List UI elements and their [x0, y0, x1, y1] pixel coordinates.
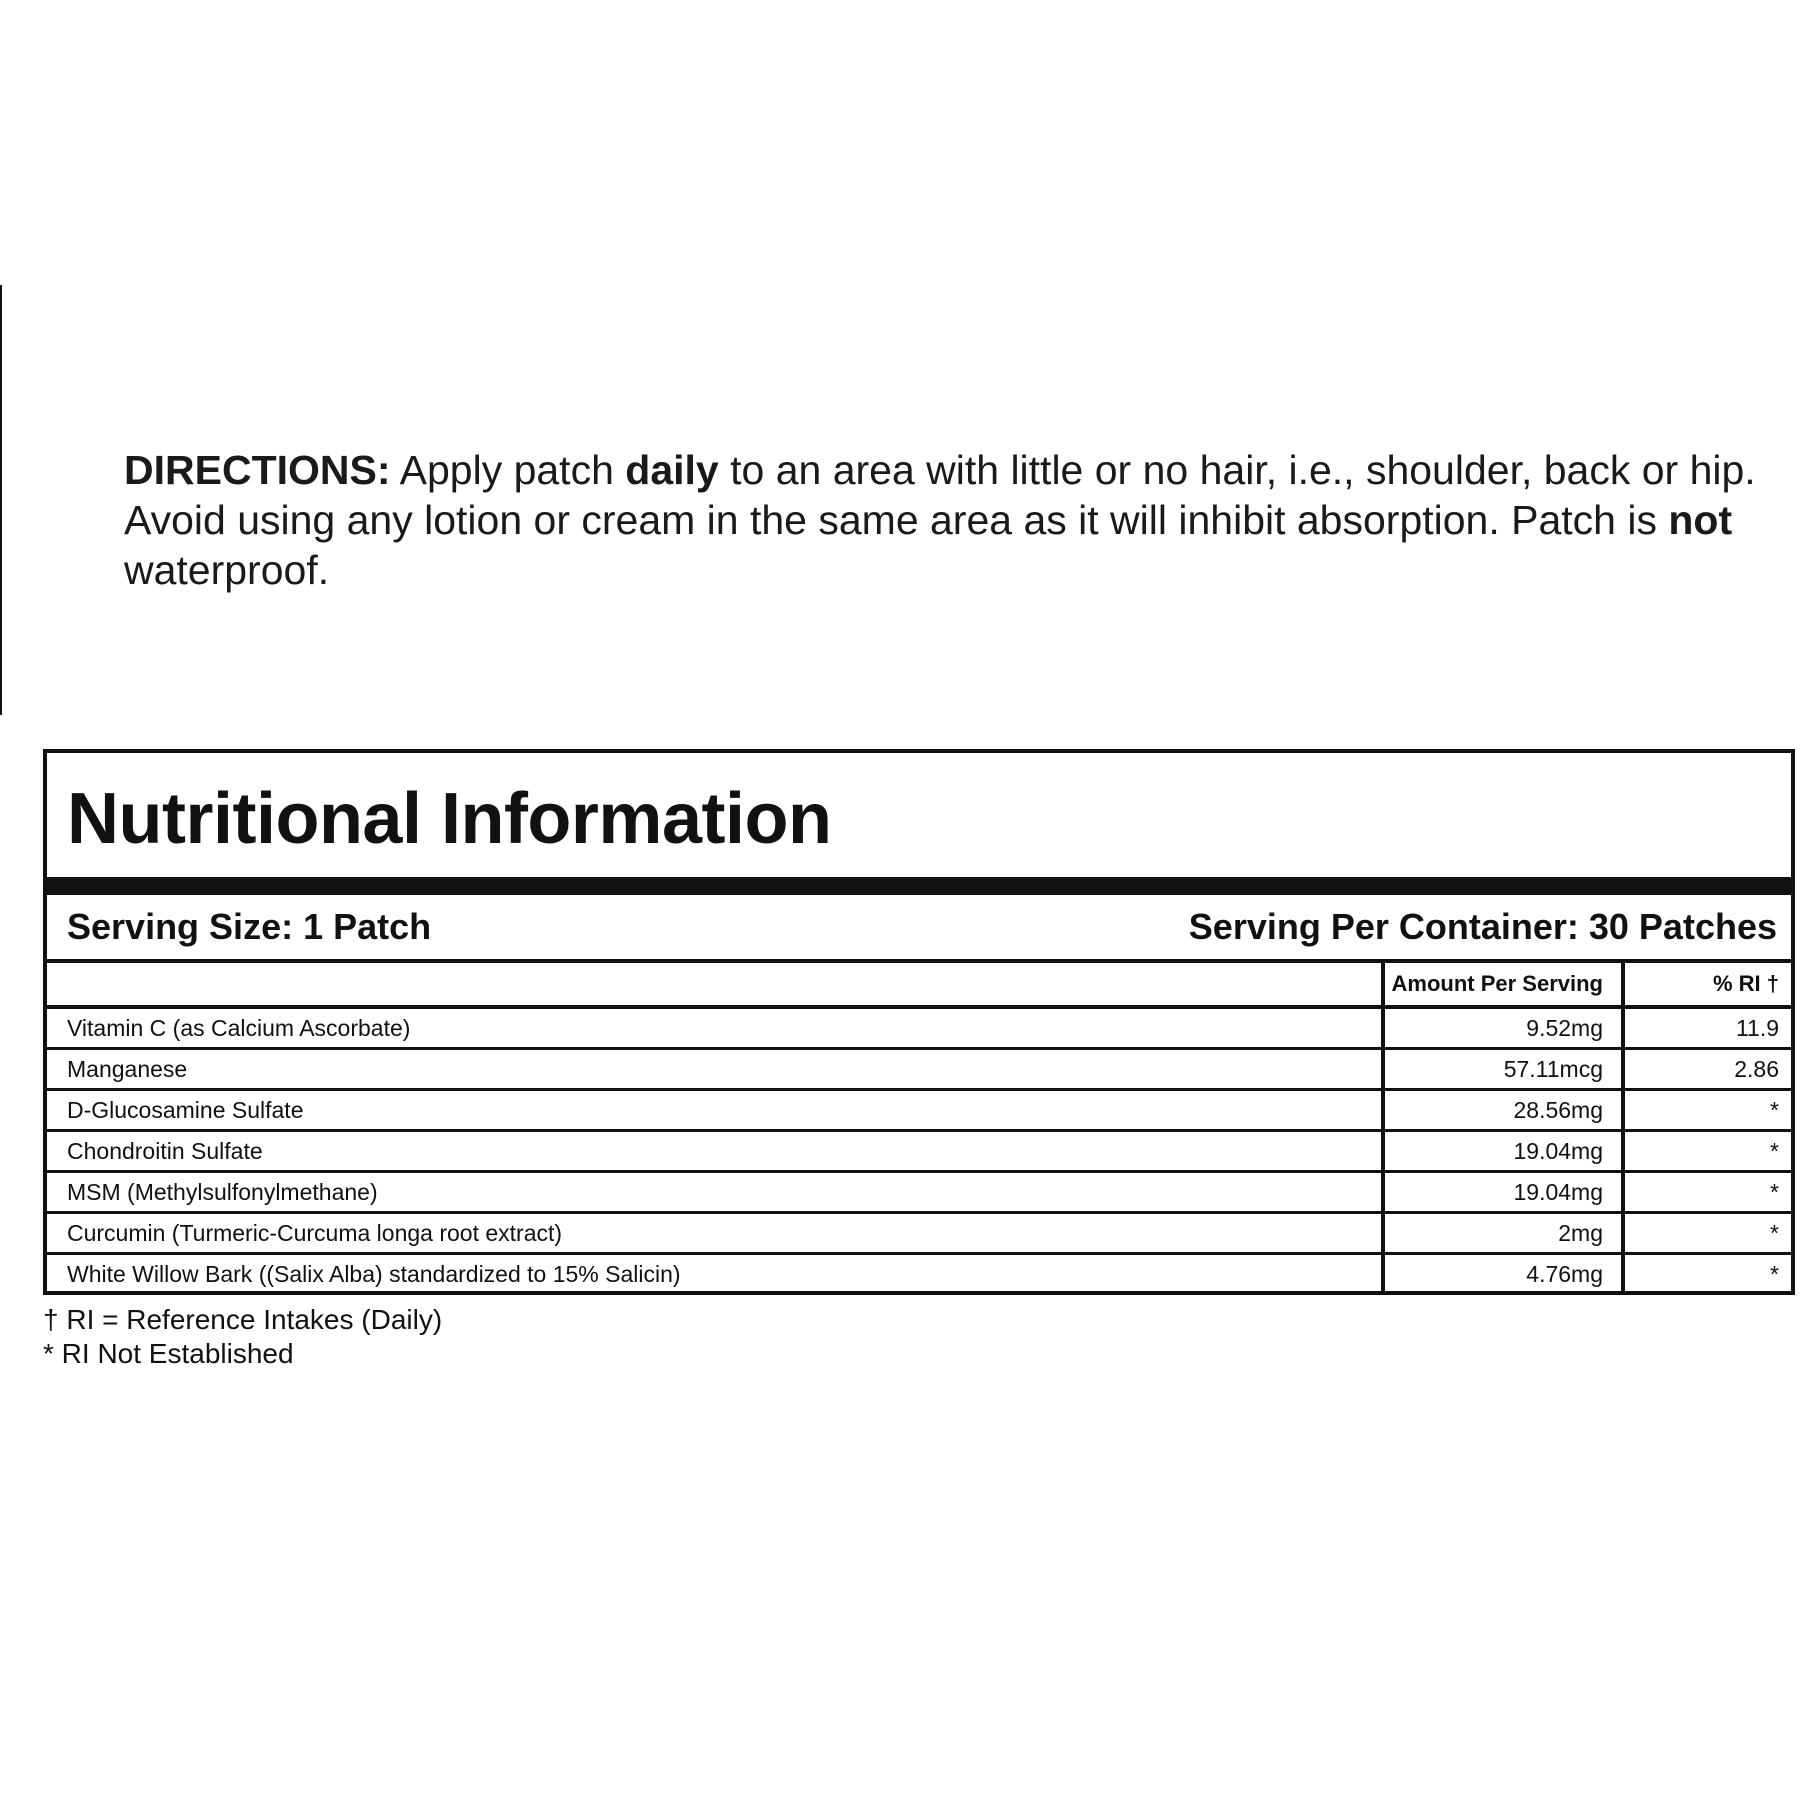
nutrient-name: Curcumin (Turmeric-Curcuma longa root extract): [47, 1213, 1383, 1254]
directions-text: [124, 445, 1764, 595]
header-amount: Amount Per Serving: [1383, 963, 1623, 1007]
nutrient-name: MSM (Methylsulfonylmethane): [47, 1172, 1383, 1213]
serving-per-container: Serving Per Container: 30 Patches: [1188, 906, 1777, 947]
table-row: [47, 1007, 1791, 1049]
footnote-asterisk: * RI Not Established: [43, 1338, 294, 1369]
nutrition-table: [47, 963, 1791, 1293]
nutrition-panel: [43, 749, 1795, 1295]
nutrient-name: D-Glucosamine Sulfate: [47, 1090, 1383, 1131]
directions-emphasis-daily: daily: [625, 447, 719, 493]
panel-title: Nutritional Information: [67, 779, 832, 859]
nutrient-ri: *: [1623, 1213, 1791, 1254]
nutrient-amount: 19.04mg: [1383, 1131, 1623, 1172]
nutrient-name: Manganese: [47, 1049, 1383, 1090]
table-row: [47, 1213, 1791, 1254]
nutrient-amount: 28.56mg: [1383, 1090, 1623, 1131]
nutrient-amount: 19.04mg: [1383, 1172, 1623, 1213]
directions-part-1: Apply patch: [390, 447, 626, 493]
table-row: [47, 1172, 1791, 1213]
nutrient-amount: 2mg: [1383, 1213, 1623, 1254]
nutrient-ri: 11.9: [1623, 1007, 1791, 1049]
nutrient-ri: *: [1623, 1254, 1791, 1294]
left-edge-rule: [0, 285, 2, 715]
nutrient-name: Vitamin C (as Calcium Ascorbate): [47, 1007, 1383, 1049]
table-row: [47, 1090, 1791, 1131]
footnote-dagger: † RI = Reference Intakes (Daily): [43, 1304, 443, 1335]
nutrient-ri: *: [1623, 1131, 1791, 1172]
table-row: [47, 1254, 1791, 1294]
directions-part-2: to an area with little or no hair, i.e., shoulder, back or hip. Avoid using any lotion or cream in the same area as it will inhibit absorption. Patch is: [124, 447, 1756, 543]
directions-label: DIRECTIONS:: [124, 447, 391, 493]
directions-emphasis-not: not: [1668, 497, 1733, 543]
table-header-row: [47, 963, 1791, 1007]
nutrient-amount: 9.52mg: [1383, 1007, 1623, 1049]
title-divider-bar: [47, 877, 1791, 895]
nutrient-ri: *: [1623, 1172, 1791, 1213]
nutrient-amount: 57.11mcg: [1383, 1049, 1623, 1090]
footnotes: [43, 1303, 442, 1371]
nutrient-name: Chondroitin Sulfate: [47, 1131, 1383, 1172]
nutrient-amount: 4.76mg: [1383, 1254, 1623, 1294]
serving-size: Serving Size: 1 Patch: [67, 906, 432, 947]
directions-part-3: waterproof.: [124, 547, 330, 593]
nutrient-ri: 2.86: [1623, 1049, 1791, 1090]
table-row: [47, 1049, 1791, 1090]
nutrient-name: White Willow Bark ((Salix Alba) standardized to 15% Salicin): [67, 1261, 681, 1287]
serving-row: [47, 895, 1791, 963]
nutrient-ri: *: [1623, 1090, 1791, 1131]
table-row: [47, 1131, 1791, 1172]
header-name: [47, 963, 1383, 1007]
header-ri: % RI †: [1623, 963, 1791, 1007]
